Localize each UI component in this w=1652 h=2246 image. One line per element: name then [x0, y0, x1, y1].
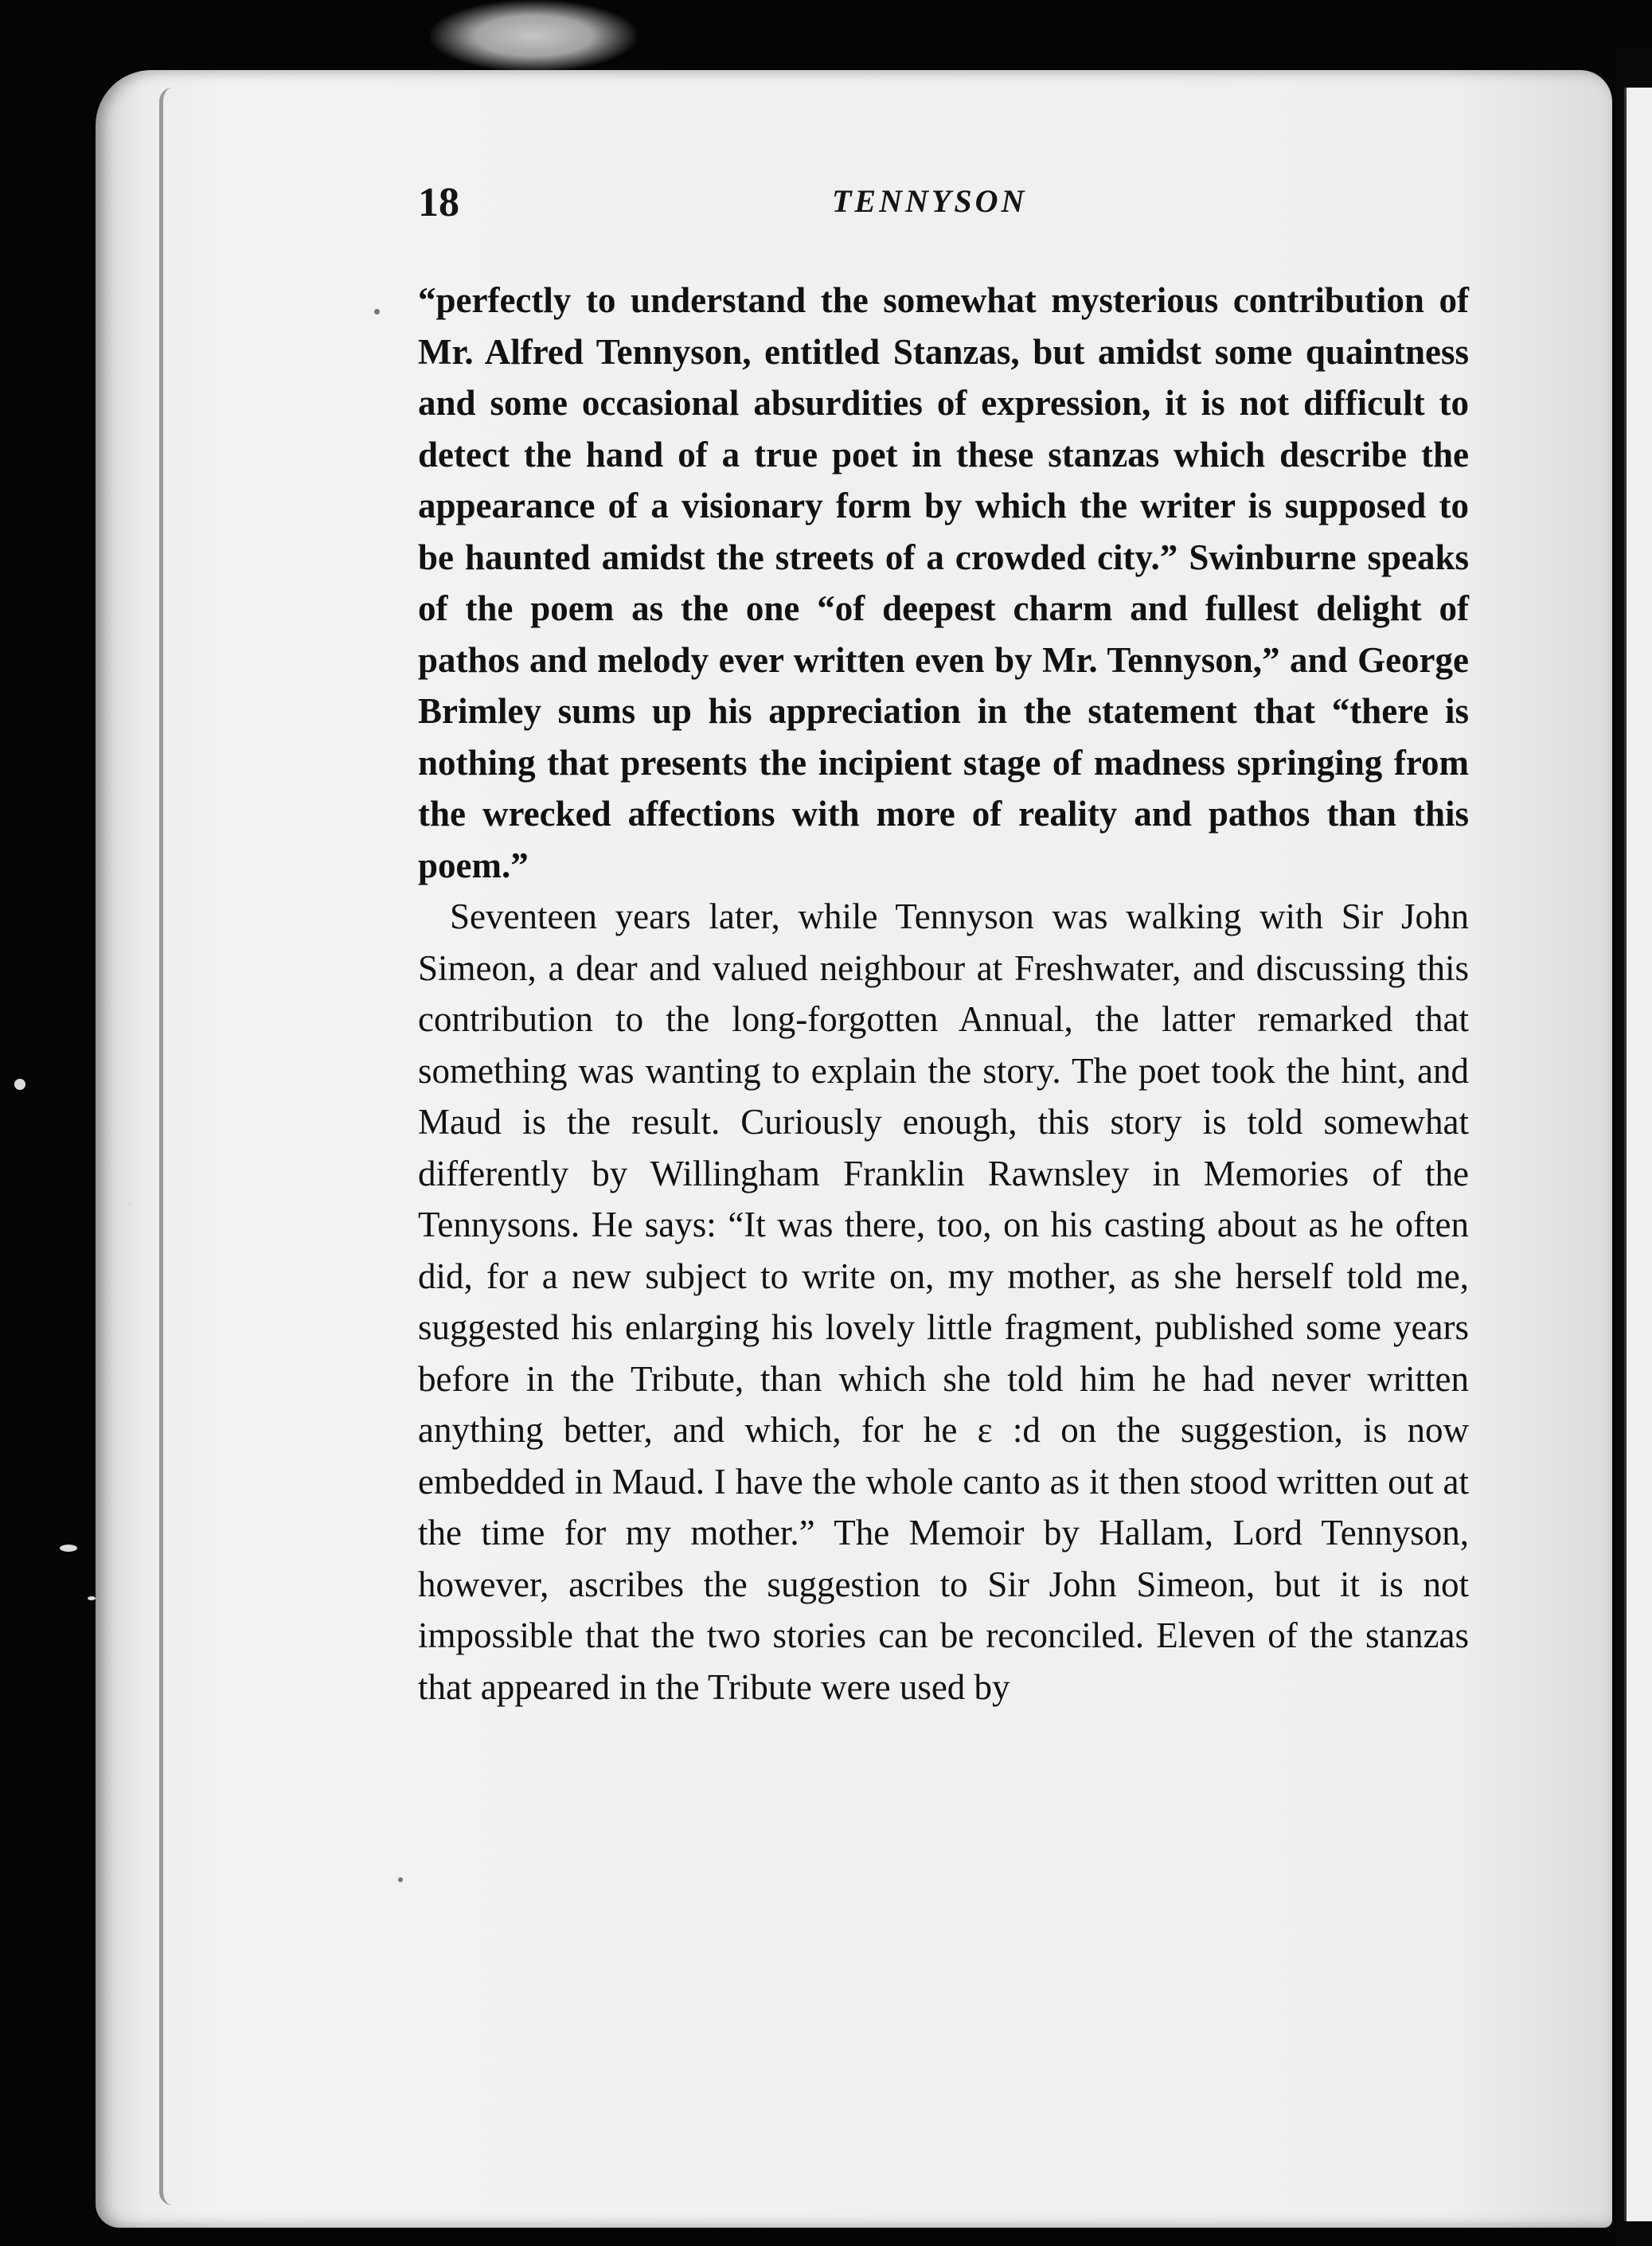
page-number: 18 [418, 180, 459, 225]
facing-page-edge [1624, 88, 1652, 2221]
scan-speck [127, 1202, 132, 1207]
page-mark [374, 309, 380, 314]
body-text [418, 275, 1469, 1713]
page-mark [398, 1877, 403, 1882]
scan-speck [60, 1545, 77, 1552]
page-header [418, 179, 1465, 235]
paragraph-seventeen-years-later: Seventeen years later, while Tennyson was walking with Sir John Simeon, a dear and valued neighbour at Freshwater, and discussing this contribution to the long-forgotten Annual, the latter remarked that something was wanting to explain the story. The poet took the hint, and Maud is the result. Curiously enough, this story is told somewhat differently by Willingham Franklin Rawnsley in Memories of the Tennysons. He says: “It was there, too, on his casting about as he often did, for a new subject to write on, my mother, as she herself told me, suggested his enlarging his lovely little fragment, published some years before in the Tribute, than which she told him he had never written anything better, and which, for he ε :d on the suggestion, is now embedded in Maud. I have the whole canto as it then stood written out at the time for my mother.” The Memoir by Hallam, Lord Tennyson, however, ascribes the suggestion to Sir John Simeon, but it is not impossible that the two stories can be reconciled. Eleven of the stanzas that appeared in the Tribute were used by [418, 896, 1469, 1707]
page-fold-line [159, 88, 173, 2205]
scan-speck [88, 1596, 96, 1600]
running-head: TENNYSON [832, 183, 1028, 219]
scan-smudge [430, 0, 637, 72]
scan-speck [14, 1079, 25, 1090]
paragraph-quote-continuation: “perfectly to understand the somewhat mysterious contribution of Mr. Alfred Tennyson, entitled Stanzas, but amidst some quaintness and some occasional absurdities of expression, it is not difficult to detect the hand of a true poet in these stanzas which describe the appearance of a visionary form by which the writer is supposed to be haunted amidst the streets of a crowded city.” Swinburne speaks of the poem as the one “of deepest charm and fullest delight of pathos and melody ever written even by Mr. Tennyson,” and George Brimley sums up his appreciation in the statement that “there is nothing that presents the incipient stage of madness springing from the wrecked affections with more of reality and pathos than this poem.” [418, 280, 1469, 885]
